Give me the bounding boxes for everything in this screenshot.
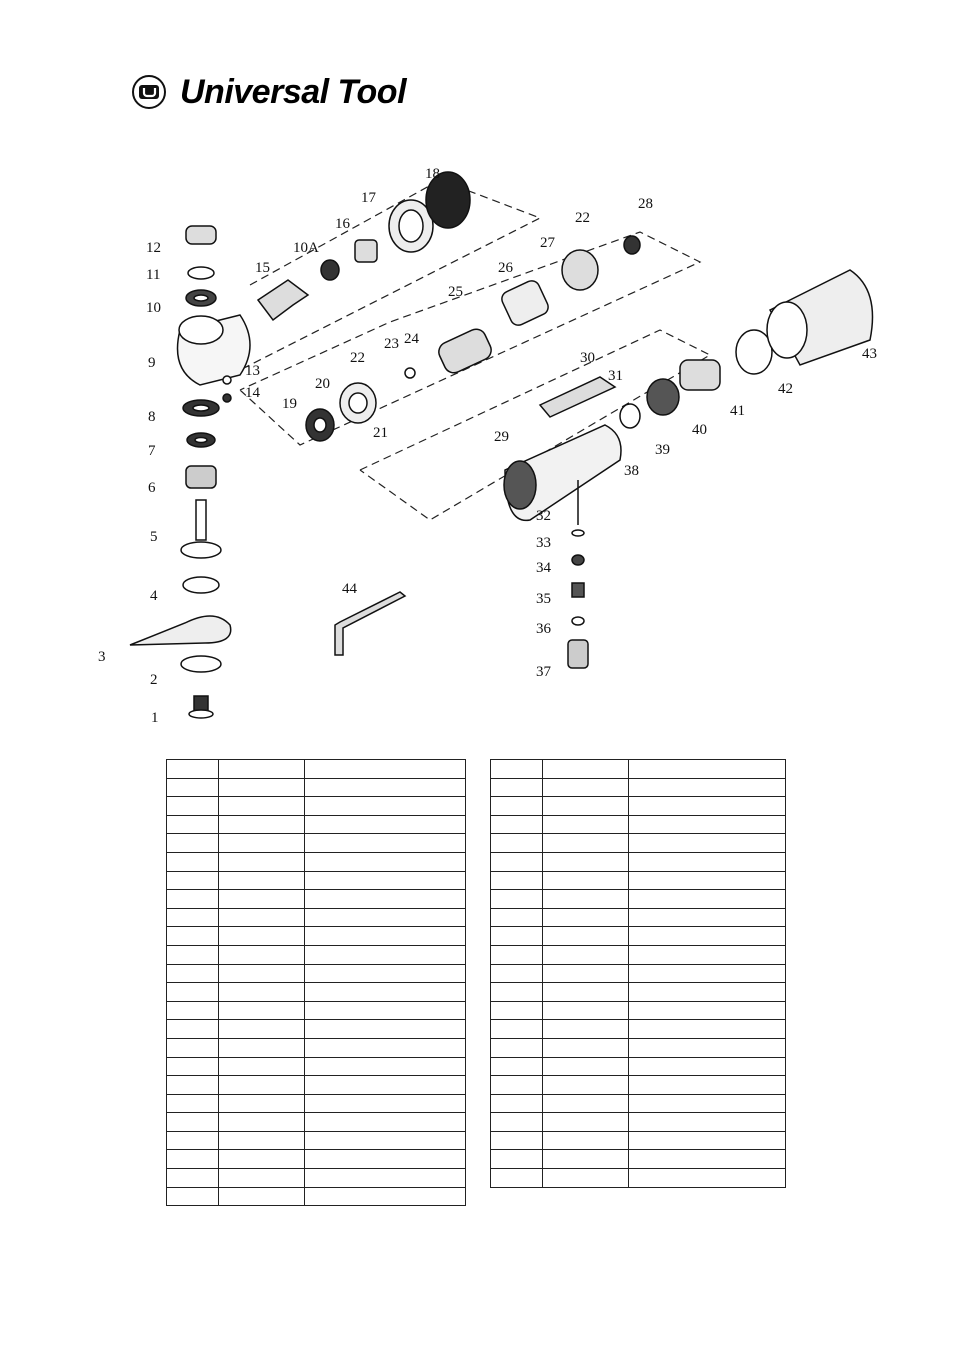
table-cell	[167, 760, 219, 779]
table-cell	[543, 778, 629, 797]
part-label: 37	[536, 664, 551, 680]
table-cell	[167, 778, 219, 797]
table-cell	[167, 1001, 219, 1020]
part-label: 31	[608, 368, 623, 384]
table-cell	[305, 1131, 466, 1150]
table-cell	[543, 1076, 629, 1095]
universal-tool-logo-icon	[132, 75, 166, 109]
table-cell	[491, 1131, 543, 1150]
table-cell	[305, 871, 466, 890]
part-label: 26	[498, 260, 513, 276]
table-row	[167, 815, 466, 834]
table-cell	[543, 927, 629, 946]
table-row	[167, 834, 466, 853]
table-row	[167, 908, 466, 927]
table-cell	[305, 983, 466, 1002]
part-label: 33	[536, 535, 551, 551]
part-label: 5	[150, 529, 158, 545]
table-cell	[219, 927, 305, 946]
table-row	[167, 778, 466, 797]
part-label: 17	[361, 190, 376, 206]
table-cell	[629, 1076, 786, 1095]
part-label: 7	[148, 443, 156, 459]
parts-table-left	[166, 759, 466, 1206]
table-cell	[543, 815, 629, 834]
table-cell	[491, 852, 543, 871]
part-label: 39	[655, 442, 670, 458]
table-cell	[167, 1076, 219, 1095]
table-cell	[491, 983, 543, 1002]
table-cell	[543, 1169, 629, 1188]
table-row	[491, 890, 786, 909]
table-row	[491, 1057, 786, 1076]
table-cell	[167, 1038, 219, 1057]
table-cell	[167, 815, 219, 834]
part-label: 18	[425, 166, 440, 182]
part-label: 2	[150, 672, 158, 688]
table-cell	[305, 815, 466, 834]
table-cell	[629, 1020, 786, 1039]
table-cell	[491, 1057, 543, 1076]
part-label: 22	[575, 210, 590, 226]
table-cell	[543, 1057, 629, 1076]
table-cell	[543, 1150, 629, 1169]
table-row	[167, 945, 466, 964]
table-cell	[167, 964, 219, 983]
table-cell	[629, 983, 786, 1002]
table-cell	[543, 760, 629, 779]
table-cell	[219, 834, 305, 853]
part-label: 43	[862, 346, 877, 362]
table-cell	[219, 1020, 305, 1039]
table-row	[167, 1187, 466, 1206]
table-cell	[219, 1150, 305, 1169]
table-cell	[219, 1169, 305, 1188]
table-cell	[219, 964, 305, 983]
table-cell	[167, 834, 219, 853]
table-cell	[219, 1057, 305, 1076]
table-cell	[491, 1169, 543, 1188]
table-cell	[491, 1094, 543, 1113]
table-row	[491, 1076, 786, 1095]
part-label: 36	[536, 621, 551, 637]
table-row	[491, 778, 786, 797]
table-cell	[543, 945, 629, 964]
table-cell	[305, 1169, 466, 1188]
table-cell	[305, 1038, 466, 1057]
table-row	[491, 983, 786, 1002]
part-label: 4	[150, 588, 158, 604]
parts-table-right	[490, 759, 786, 1188]
table-row	[491, 1169, 786, 1188]
table-cell	[167, 890, 219, 909]
table-row	[167, 964, 466, 983]
table-cell	[219, 945, 305, 964]
table-cell	[219, 983, 305, 1002]
table-cell	[629, 871, 786, 890]
table-cell	[491, 908, 543, 927]
part-label: 27	[540, 235, 555, 251]
table-cell	[629, 815, 786, 834]
table-cell	[167, 945, 219, 964]
table-cell	[629, 964, 786, 983]
part-label: 41	[730, 403, 745, 419]
table-cell	[305, 1020, 466, 1039]
table-row	[167, 890, 466, 909]
table-cell	[629, 1150, 786, 1169]
part-label: 24	[404, 331, 419, 347]
table-cell	[491, 1150, 543, 1169]
table-row	[491, 945, 786, 964]
table-cell	[491, 890, 543, 909]
table-cell	[305, 1057, 466, 1076]
table-cell	[491, 871, 543, 890]
table-cell	[629, 1131, 786, 1150]
table-cell	[491, 1020, 543, 1039]
table-cell	[491, 760, 543, 779]
table-cell	[167, 1113, 219, 1132]
table-cell	[219, 1094, 305, 1113]
table-cell	[305, 890, 466, 909]
table-cell	[543, 834, 629, 853]
table-cell	[219, 890, 305, 909]
table-cell	[543, 890, 629, 909]
table-row	[167, 797, 466, 816]
part-label: 23	[384, 336, 399, 352]
table-cell	[491, 927, 543, 946]
table-row	[491, 927, 786, 946]
table-cell	[219, 871, 305, 890]
table-cell	[219, 815, 305, 834]
table-row	[491, 852, 786, 871]
table-cell	[219, 1187, 305, 1206]
table-cell	[167, 852, 219, 871]
table-row	[491, 1020, 786, 1039]
table-cell	[219, 1131, 305, 1150]
table-cell	[219, 1076, 305, 1095]
table-cell	[305, 1113, 466, 1132]
table-cell	[491, 778, 543, 797]
table-cell	[543, 908, 629, 927]
table-cell	[305, 760, 466, 779]
table-cell	[543, 1131, 629, 1150]
table-cell	[167, 908, 219, 927]
table-row	[491, 760, 786, 779]
part-label: 10A	[293, 240, 319, 256]
table-cell	[219, 1001, 305, 1020]
table-cell	[491, 1038, 543, 1057]
table-cell	[491, 1076, 543, 1095]
table-cell	[543, 852, 629, 871]
table-cell	[167, 871, 219, 890]
part-label: 25	[448, 284, 463, 300]
table-cell	[305, 1001, 466, 1020]
part-label: 6	[148, 480, 156, 496]
table-cell	[543, 1094, 629, 1113]
table-row	[167, 1113, 466, 1132]
table-cell	[219, 852, 305, 871]
table-row	[491, 797, 786, 816]
part-label: 40	[692, 422, 707, 438]
table-row	[491, 815, 786, 834]
table-cell	[305, 1076, 466, 1095]
table-row	[167, 1169, 466, 1188]
table-cell	[167, 1187, 219, 1206]
table-cell	[629, 834, 786, 853]
table-cell	[167, 927, 219, 946]
table-cell	[219, 760, 305, 779]
part-label: 20	[315, 376, 330, 392]
part-label: 21	[373, 425, 388, 441]
brand-header	[132, 72, 406, 112]
part-label: 10	[146, 300, 161, 316]
table-cell	[629, 1113, 786, 1132]
table-cell	[491, 797, 543, 816]
table-row	[491, 1001, 786, 1020]
table-cell	[167, 1094, 219, 1113]
part-label: 13	[245, 363, 260, 379]
part-label: 29	[494, 429, 509, 445]
table-cell	[543, 871, 629, 890]
table-cell	[167, 983, 219, 1002]
table-cell	[629, 1001, 786, 1020]
table-row	[167, 1020, 466, 1039]
table-row	[167, 1001, 466, 1020]
table-row	[167, 871, 466, 890]
table-cell	[305, 834, 466, 853]
table-row	[491, 1131, 786, 1150]
part-label: 19	[282, 396, 297, 412]
table-cell	[305, 945, 466, 964]
table-cell	[305, 927, 466, 946]
table-row	[491, 1113, 786, 1132]
part-label: 22	[350, 350, 365, 366]
part-label: 9	[148, 355, 156, 371]
table-cell	[629, 1094, 786, 1113]
table-row	[167, 927, 466, 946]
part-label: 15	[255, 260, 270, 276]
part-label: 34	[536, 560, 551, 576]
table-cell	[491, 815, 543, 834]
table-cell	[219, 797, 305, 816]
table-cell	[629, 760, 786, 779]
table-cell	[629, 1038, 786, 1057]
table-row	[491, 871, 786, 890]
table-cell	[543, 1001, 629, 1020]
table-cell	[543, 1113, 629, 1132]
table-cell	[219, 1038, 305, 1057]
table-row	[491, 834, 786, 853]
table-cell	[629, 852, 786, 871]
table-cell	[305, 908, 466, 927]
table-cell	[219, 908, 305, 927]
table-cell	[167, 1131, 219, 1150]
table-cell	[305, 1094, 466, 1113]
table-row	[167, 1094, 466, 1113]
table-cell	[543, 1020, 629, 1039]
table-cell	[491, 1001, 543, 1020]
part-label: 38	[624, 463, 639, 479]
part-label: 11	[146, 267, 161, 283]
table-cell	[167, 797, 219, 816]
table-row	[491, 964, 786, 983]
table-cell	[219, 778, 305, 797]
table-cell	[543, 983, 629, 1002]
part-label: 44	[342, 581, 357, 597]
table-row	[167, 1076, 466, 1095]
table-cell	[305, 964, 466, 983]
table-row	[167, 983, 466, 1002]
table-cell	[629, 797, 786, 816]
table-row	[491, 1038, 786, 1057]
part-label: 14	[245, 385, 260, 401]
table-row	[491, 908, 786, 927]
table-row	[167, 852, 466, 871]
table-cell	[167, 1150, 219, 1169]
table-cell	[629, 778, 786, 797]
table-cell	[543, 1038, 629, 1057]
table-cell	[219, 1113, 305, 1132]
table-cell	[629, 908, 786, 927]
table-cell	[305, 1187, 466, 1206]
table-row	[167, 1038, 466, 1057]
table-row	[167, 760, 466, 779]
part-label: 16	[335, 216, 350, 232]
table-cell	[543, 964, 629, 983]
table-row	[167, 1131, 466, 1150]
part-label: 3	[98, 649, 106, 665]
table-cell	[305, 1150, 466, 1169]
table-row	[491, 1094, 786, 1113]
table-cell	[629, 945, 786, 964]
table-cell	[629, 1169, 786, 1188]
table-cell	[629, 1057, 786, 1076]
exploded-parts-diagram	[0, 140, 954, 740]
table-row	[491, 1150, 786, 1169]
table-cell	[305, 852, 466, 871]
part-label: 12	[146, 240, 161, 256]
table-cell	[167, 1057, 219, 1076]
table-cell	[167, 1169, 219, 1188]
table-cell	[491, 964, 543, 983]
component-drawings	[130, 172, 873, 718]
part-label: 42	[778, 381, 793, 397]
table-cell	[491, 834, 543, 853]
table-cell	[167, 1020, 219, 1039]
table-cell	[305, 797, 466, 816]
part-label: 8	[148, 409, 156, 425]
table-cell	[629, 927, 786, 946]
table-cell	[491, 1113, 543, 1132]
part-label: 35	[536, 591, 551, 607]
part-label: 28	[638, 196, 653, 212]
table-cell	[491, 945, 543, 964]
table-row	[167, 1057, 466, 1076]
part-label: 32	[536, 508, 551, 524]
part-label: 1	[151, 710, 159, 726]
brand-name: Universal Tool	[180, 72, 407, 111]
table-cell	[543, 797, 629, 816]
table-cell	[629, 890, 786, 909]
table-row	[167, 1150, 466, 1169]
table-cell	[305, 778, 466, 797]
part-label: 30	[580, 350, 595, 366]
